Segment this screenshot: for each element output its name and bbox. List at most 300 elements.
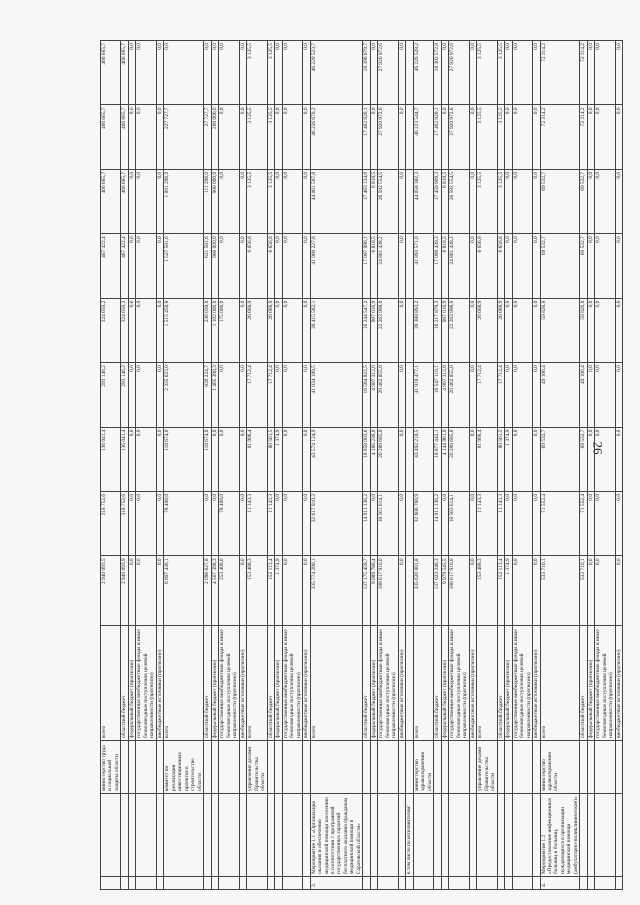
value-cell: 0,0: [303, 169, 310, 233]
value-cell: 81 906,4: [247, 427, 267, 491]
value-cell: 24 801 438,2: [378, 234, 398, 298]
source-cell: внебюджетные источники (прогнозно): [239, 626, 246, 741]
value-cell: 0,0: [204, 41, 211, 105]
source-cell: внебюджетные источники (прогнозно): [398, 626, 405, 741]
value-cell: 0,0: [615, 169, 622, 233]
value-cell: 41 900 227,8: [310, 234, 363, 298]
row-number: [434, 877, 441, 890]
value-cell: 0,0: [587, 298, 594, 362]
value-cell: 0,0: [282, 169, 302, 233]
value-cell: 0,0: [136, 363, 156, 427]
value-cell: 0,0: [303, 491, 310, 555]
executor-cell: [580, 741, 587, 794]
value-cell: 2 940 093,9: [121, 556, 128, 626]
executor-cell: управление делами Правительства области: [247, 741, 267, 794]
table-row: [595, 41, 615, 890]
value-cell: 0,0: [128, 427, 135, 491]
value-cell: 0,0: [587, 105, 594, 169]
value-cell: 0,0: [587, 491, 594, 555]
value-cell: 18 561 614,1: [378, 491, 398, 555]
value-cell: 466 665,7: [101, 41, 121, 105]
value-cell: 467 422,4: [121, 234, 128, 298]
row-number: [441, 877, 448, 890]
value-cell: 0,0: [275, 363, 282, 427]
source-cell: всего: [540, 626, 580, 741]
value-cell: 46 226 528,2: [413, 41, 433, 105]
value-cell: 26 668,9: [267, 298, 274, 362]
value-cell: 136 041,4: [101, 427, 121, 491]
value-cell: 0,0: [239, 234, 246, 298]
budget-table: [100, 40, 623, 890]
value-cell: 0,0: [156, 41, 163, 105]
source-cell: всего: [310, 626, 363, 741]
source-cell: государственные внебюджетные фонды и иные безвозмездные поступления целевой направленности (прогнозно): [136, 626, 156, 741]
measure-cell: [595, 794, 615, 877]
value-cell: 18 396 679,7: [363, 41, 370, 105]
value-cell: 69 532,7: [580, 169, 587, 233]
measure-cell: [121, 794, 128, 877]
value-cell: 0,0: [505, 41, 512, 105]
measure-cell: [156, 794, 163, 877]
value-cell: 0,0: [441, 41, 448, 105]
executor-cell: министерство труда и социальной защиты области: [101, 741, 121, 794]
value-cell: 0,0: [512, 298, 532, 362]
measure-cell: [449, 794, 469, 877]
executor-cell: [595, 741, 615, 794]
value-cell: 17 712,4: [267, 363, 274, 427]
measure-cell: [101, 794, 121, 877]
value-cell: 0,0: [615, 41, 622, 105]
row-number: [497, 877, 504, 890]
measure-cell: [434, 794, 441, 877]
table-row: [267, 41, 274, 890]
executor-cell: [512, 741, 532, 794]
value-cell: 11 143,3: [497, 491, 504, 555]
value-cell: 41 916 477,1: [413, 363, 433, 427]
value-cell: 0,0: [512, 427, 532, 491]
value-cell: 136 041,4: [121, 427, 128, 491]
value-cell: 0,0: [128, 169, 135, 233]
measure-cell: [370, 794, 377, 877]
value-cell: 152 113,4: [497, 556, 504, 626]
value-cell: 0,0: [512, 41, 532, 105]
value-cell: 16 244 547,2: [363, 298, 370, 362]
measure-cell: [505, 794, 512, 877]
value-cell: 26 592 554,5: [378, 169, 398, 233]
value-cell: 6 818,5: [370, 169, 377, 233]
source-cell: всего: [247, 626, 267, 741]
value-cell: 69 532,7: [580, 234, 587, 298]
table-row: [477, 41, 497, 890]
value-cell: 14 911 136,2: [434, 491, 441, 555]
row-number: [101, 877, 121, 890]
value-cell: 27 727,7: [204, 105, 211, 169]
value-cell: 24 801 438,2: [449, 234, 469, 298]
value-cell: 41 893 571,0: [413, 234, 433, 298]
value-cell: 9 989 780,4: [370, 556, 377, 626]
source-cell: всего: [164, 626, 204, 741]
value-cell: 26 668,9: [247, 298, 267, 362]
row-number: [121, 877, 128, 890]
value-cell: 0,0: [615, 105, 622, 169]
executor-cell: [121, 741, 128, 794]
source-cell: внебюджетные источники (прогнозно): [469, 626, 476, 741]
measure-cell: в том числе по исполнителям:: [406, 794, 413, 877]
value-cell: 0,0: [204, 491, 211, 555]
value-cell: 59 826,8: [580, 298, 587, 362]
row-number: [239, 877, 246, 890]
executor-cell: [204, 741, 211, 794]
value-cell: 0,0: [239, 556, 246, 626]
value-cell: 0,0: [595, 556, 615, 626]
value-cell: 27 920 972,6: [378, 41, 398, 105]
value-cell: 17 462 920,1: [434, 105, 441, 169]
measure-cell: Мероприятие 1.2 «Предоставление инфекционных больниц и больниц, нуждающихся в организации медицинской помощи (амбулаторно-поликлинические)»: [540, 794, 580, 877]
measure-cell: [378, 794, 398, 877]
row-number: [413, 877, 433, 890]
value-cell: 0,0: [469, 363, 476, 427]
value-cell: 0,0: [615, 491, 622, 555]
value-cell: 0,0: [239, 298, 246, 362]
value-cell: 49 106,4: [540, 363, 580, 427]
value-cell: [406, 234, 413, 298]
value-cell: 16 547 110,1: [434, 363, 441, 427]
value-cell: 0,0: [219, 427, 239, 491]
value-cell: 0,0: [136, 556, 156, 626]
value-cell: 0,0: [398, 427, 405, 491]
value-cell: 0,0: [587, 169, 594, 233]
value-cell: 0,0: [398, 169, 405, 233]
table-row: [156, 41, 163, 890]
value-cell: 3 125,5: [247, 169, 267, 233]
value-cell: 6 656,8: [247, 234, 267, 298]
row-number: [156, 877, 163, 890]
rotated-sheet: [100, 0, 622, 890]
value-cell: 293 146,2: [121, 363, 128, 427]
value-cell: 0,0: [533, 363, 540, 427]
measure-cell: [303, 794, 310, 877]
value-cell: 2 335 623,0: [164, 363, 204, 427]
table-row: [497, 41, 504, 890]
value-cell: 9 979 545,5: [441, 556, 448, 626]
value-cell: 0,0: [615, 556, 622, 626]
value-cell: 0,0: [136, 169, 156, 233]
row-number: [533, 877, 540, 890]
executor-cell: [406, 741, 413, 794]
value-cell: 71 552,4: [580, 491, 587, 555]
value-cell: 20 289 685,0: [378, 427, 398, 491]
value-cell: 0,0: [505, 298, 512, 362]
value-cell: 0,0: [533, 169, 540, 233]
row-number: [247, 877, 267, 890]
value-cell: 6 818,5: [441, 169, 448, 233]
value-cell: 32 617 910,2: [310, 491, 363, 555]
measure-cell: [128, 794, 135, 877]
executor-cell: [441, 741, 448, 794]
value-cell: 44 061 507,8: [310, 169, 363, 233]
value-cell: 0,0: [469, 234, 476, 298]
table-row: [310, 41, 363, 890]
value-cell: 18 302 572,8: [434, 41, 441, 105]
value-cell: 0,0: [615, 298, 622, 362]
value-cell: 39 415 562,1: [310, 298, 363, 362]
value-cell: 0,0: [128, 234, 135, 298]
source-cell: федеральный бюджет (прогнозно): [211, 626, 218, 741]
measure-cell: [587, 794, 594, 877]
row-number: [136, 877, 156, 890]
table-row: [363, 41, 370, 890]
value-cell: 0,0: [505, 234, 512, 298]
value-cell: 17 459 909,3: [434, 169, 441, 233]
executor-cell: [497, 741, 504, 794]
value-cell: 0,0: [505, 491, 512, 555]
row-number: [477, 877, 497, 890]
value-cell: 1 102 000,0: [211, 298, 218, 362]
value-cell: 0,0: [595, 105, 615, 169]
value-cell: 0,0: [505, 363, 512, 427]
value-cell: 293 146,2: [101, 363, 121, 427]
value-cell: 0,0: [533, 41, 540, 105]
value-cell: 0,0: [512, 363, 532, 427]
source-cell: государственные внебюджетные фонды и иные безвозмездные поступления целевой направленности (прогнозно): [282, 626, 302, 741]
measure-cell: [267, 794, 274, 877]
value-cell: 0,0: [303, 41, 310, 105]
table-row: [398, 41, 405, 890]
value-cell: 0,0: [303, 363, 310, 427]
value-cell: 0,0: [398, 234, 405, 298]
value-cell: 27 920 972,6: [449, 41, 469, 105]
value-cell: [406, 427, 413, 491]
value-cell: 6 818,5: [370, 234, 377, 298]
executor-cell: [211, 741, 218, 794]
value-cell: 111 296,0: [204, 169, 211, 233]
value-cell: 0,0: [533, 234, 540, 298]
value-cell: 0,0: [441, 491, 448, 555]
executor-cell: [303, 741, 310, 794]
table-row: [580, 41, 587, 890]
value-cell: 43 574 124,9: [310, 427, 363, 491]
value-cell: 0,0: [615, 234, 622, 298]
executor-cell: [363, 741, 370, 794]
value-cell: 6 897 436,1: [164, 556, 204, 626]
measure-cell: [398, 794, 405, 877]
source-cell: федеральный бюджет (прогнозно): [128, 626, 135, 741]
value-cell: 0,0: [595, 234, 615, 298]
row-number: [505, 877, 512, 890]
source-cell: федеральный бюджет (прогнозно): [587, 626, 594, 741]
value-cell: 46 229 523,7: [310, 41, 363, 105]
value-cell: 14 911 136,2: [363, 491, 370, 555]
measure-cell: [275, 794, 282, 877]
row-number: [406, 877, 413, 890]
value-cell: 72 314,2: [540, 41, 580, 105]
value-cell: 71 552,4: [540, 491, 580, 555]
measure-cell: Мероприятие 1.1 «Организация оказания и обеспечения медицинской помощи населению в соответствии с программой государственных гарантий бесплатного оказания гражданам медицинской помощи в Саратовской области»: [310, 794, 363, 877]
measure-cell: [164, 794, 204, 877]
row-number: [615, 877, 622, 890]
value-cell: [406, 41, 413, 105]
table-row: [282, 41, 302, 890]
row-number: [580, 877, 587, 890]
source-cell: федеральный бюджет (прогнозно): [275, 626, 282, 741]
value-cell: 0,0: [156, 105, 163, 169]
row-number: [275, 877, 282, 890]
value-cell: 188 617 910,0: [449, 556, 469, 626]
value-cell: 0,0: [469, 169, 476, 233]
value-cell: 0,0: [239, 169, 246, 233]
value-cell: 1 374,9: [505, 556, 512, 626]
value-cell: 6 818,5: [441, 234, 448, 298]
value-cell: 0,0: [587, 363, 594, 427]
value-cell: 0,0: [128, 298, 135, 362]
value-cell: 17 712,4: [477, 363, 497, 427]
value-cell: 0,0: [505, 169, 512, 233]
value-cell: 0,0: [136, 491, 156, 555]
value-cell: 0,0: [512, 105, 532, 169]
value-cell: 118 674,0: [204, 427, 211, 491]
row-number: [211, 877, 218, 890]
value-cell: 0,0: [128, 363, 135, 427]
executor-cell: [434, 741, 441, 794]
executor-cell: [505, 741, 512, 794]
row-number: [303, 877, 310, 890]
value-cell: 0,0: [615, 427, 622, 491]
table-row: [413, 41, 433, 890]
page-number: 26: [590, 441, 606, 455]
measure-cell: [497, 794, 504, 877]
executor-cell: [239, 741, 246, 794]
value-cell: 4 907 312,0: [441, 363, 448, 427]
value-cell: 81 906,4: [477, 427, 497, 491]
value-cell: 0,0: [512, 234, 532, 298]
value-cell: 907 016,9: [441, 298, 448, 362]
measure-cell: [512, 794, 532, 877]
measure-cell: [211, 794, 218, 877]
value-cell: 27 920 972,6: [378, 105, 398, 169]
value-cell: 27 920 972,6: [449, 105, 469, 169]
value-cell: 0,0: [398, 41, 405, 105]
value-cell: 0,0: [136, 427, 156, 491]
value-cell: 0,0: [303, 234, 310, 298]
value-cell: 69 532,7: [540, 169, 580, 233]
value-cell: 0,0: [587, 234, 594, 298]
value-cell: 6 656,8: [267, 234, 274, 298]
row-number: [204, 877, 211, 890]
value-cell: 80 561,5: [497, 427, 504, 491]
value-cell: 900 000,0: [211, 234, 218, 298]
value-cell: 3 125,5: [477, 41, 497, 105]
value-cell: 318 752,6: [121, 491, 128, 555]
value-cell: 153 488,3: [477, 556, 497, 626]
value-cell: 0,0: [282, 556, 302, 626]
table-row: [219, 41, 239, 890]
executor-cell: [370, 741, 377, 794]
value-cell: 0,0: [587, 41, 594, 105]
value-cell: 22 263 998,0: [449, 298, 469, 362]
value-cell: 3 125,5: [477, 169, 497, 233]
value-cell: 0,0: [275, 169, 282, 233]
value-cell: 11 143,3: [267, 491, 274, 555]
value-cell: 318 752,6: [101, 491, 121, 555]
row-number: [219, 877, 239, 890]
row-number: [128, 877, 135, 890]
value-cell: 0,0: [398, 298, 405, 362]
value-cell: 78 408,0: [164, 491, 204, 555]
value-cell: 3 125,5: [477, 105, 497, 169]
value-cell: 17 712,4: [247, 363, 267, 427]
value-cell: 466 665,7: [101, 169, 121, 233]
value-cell: 0,0: [282, 298, 302, 362]
value-cell: 175 000,0: [219, 298, 239, 362]
table-row: [434, 41, 441, 890]
row-number: [282, 877, 302, 890]
value-cell: [406, 491, 413, 555]
executor-cell: [398, 741, 405, 794]
measure-cell: [441, 794, 448, 877]
executor-cell: [128, 741, 135, 794]
measure-cell: [533, 794, 540, 877]
value-cell: 44 058 382,3: [413, 169, 433, 233]
table-row: [540, 41, 580, 890]
table-row: [275, 41, 282, 890]
value-cell: 0,0: [275, 41, 282, 105]
value-cell: 324 650,2: [121, 298, 128, 362]
value-cell: 72 314,2: [580, 41, 587, 105]
value-cell: 2 096 627,8: [204, 556, 211, 626]
value-cell: 2 940 093,5: [101, 556, 121, 626]
executor-cell: министерство здравоохранения области: [540, 741, 580, 794]
measure-cell: [469, 794, 476, 877]
value-cell: 16 564 822,5: [363, 363, 370, 427]
value-cell: 0,0: [512, 169, 532, 233]
value-cell: 3 125,5: [267, 169, 274, 233]
value-cell: 11 143,3: [477, 491, 497, 555]
table-row: [469, 41, 476, 890]
value-cell: 3 125,5: [267, 41, 274, 105]
value-cell: 1 405 398,3: [211, 363, 218, 427]
row-number: 3.: [310, 877, 363, 890]
value-cell: 0,0: [219, 234, 239, 298]
source-cell: всего: [101, 626, 121, 741]
value-cell: 72 314,2: [540, 105, 580, 169]
value-cell: 0,0: [128, 491, 135, 555]
value-cell: 17 712,4: [497, 363, 504, 427]
executor-cell: [615, 741, 622, 794]
value-cell: 0,0: [533, 427, 540, 491]
source-cell: областной бюджет: [434, 626, 441, 741]
value-cell: 900 000,0: [211, 169, 218, 233]
value-cell: 18 877 442,1: [434, 427, 441, 491]
value-cell: 0,0: [595, 491, 615, 555]
executor-cell: [156, 741, 163, 794]
value-cell: 0,0: [398, 491, 405, 555]
value-cell: 26 668,9: [497, 298, 504, 362]
row-number: [449, 877, 469, 890]
measure-cell: [477, 794, 497, 877]
value-cell: 0,0: [303, 427, 310, 491]
table-row: [378, 41, 398, 890]
value-cell: 0,0: [239, 105, 246, 169]
value-cell: 0,0: [469, 491, 476, 555]
table-row: [247, 41, 267, 890]
value-cell: 533 710,1: [540, 556, 580, 626]
table-row: [370, 41, 377, 890]
source-cell: областной бюджет: [580, 626, 587, 741]
value-cell: 59 826,8: [540, 298, 580, 362]
source-cell: областной бюджет: [363, 626, 370, 741]
source-cell: внебюджетные источники (прогнозно): [615, 626, 622, 741]
measure-cell: [136, 794, 156, 877]
